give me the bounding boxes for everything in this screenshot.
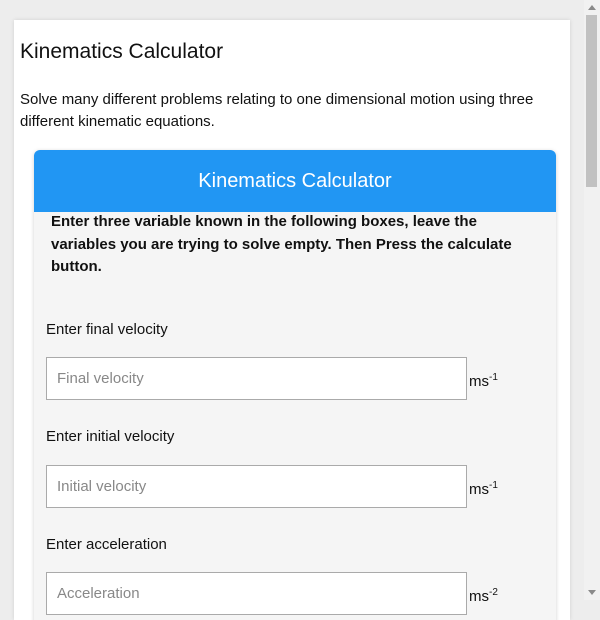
final-velocity-unit bbox=[469, 369, 498, 391]
acceleration-input[interactable] bbox=[46, 572, 467, 615]
unit-exponent: -1 bbox=[489, 372, 498, 383]
page-content bbox=[14, 20, 570, 620]
acceleration-unit bbox=[469, 584, 498, 606]
scroll-down-arrow-icon[interactable] bbox=[588, 590, 596, 595]
scroll-up-arrow-icon[interactable] bbox=[588, 5, 596, 10]
card-header: Kinematics Calculator bbox=[34, 150, 556, 212]
initial-velocity-label: Enter initial velocity bbox=[46, 428, 175, 445]
unit-text: ms bbox=[469, 481, 489, 498]
initial-velocity-input[interactable] bbox=[46, 465, 467, 508]
instructions-text: Enter three variable known in the following boxes, leave the variables you are trying to solve empty. Then Press the calculate button. bbox=[51, 213, 512, 275]
acceleration-label: Enter acceleration bbox=[46, 536, 167, 553]
calculator-card bbox=[34, 150, 556, 620]
unit-text: ms bbox=[469, 373, 489, 390]
vertical-scrollbar[interactable] bbox=[584, 0, 600, 600]
unit-exponent: -2 bbox=[489, 587, 498, 598]
page-intro: Solve many different problems relating to one dimensional motion using three different kinematic equations. bbox=[20, 91, 534, 130]
unit-exponent: -1 bbox=[489, 480, 498, 491]
page-title: Kinematics Calculator bbox=[20, 40, 224, 63]
initial-velocity-unit bbox=[469, 477, 498, 499]
scrollbar-thumb[interactable] bbox=[586, 15, 597, 187]
unit-text: ms bbox=[469, 588, 489, 605]
final-velocity-label: Enter final velocity bbox=[46, 321, 168, 338]
final-velocity-input[interactable] bbox=[46, 357, 467, 400]
